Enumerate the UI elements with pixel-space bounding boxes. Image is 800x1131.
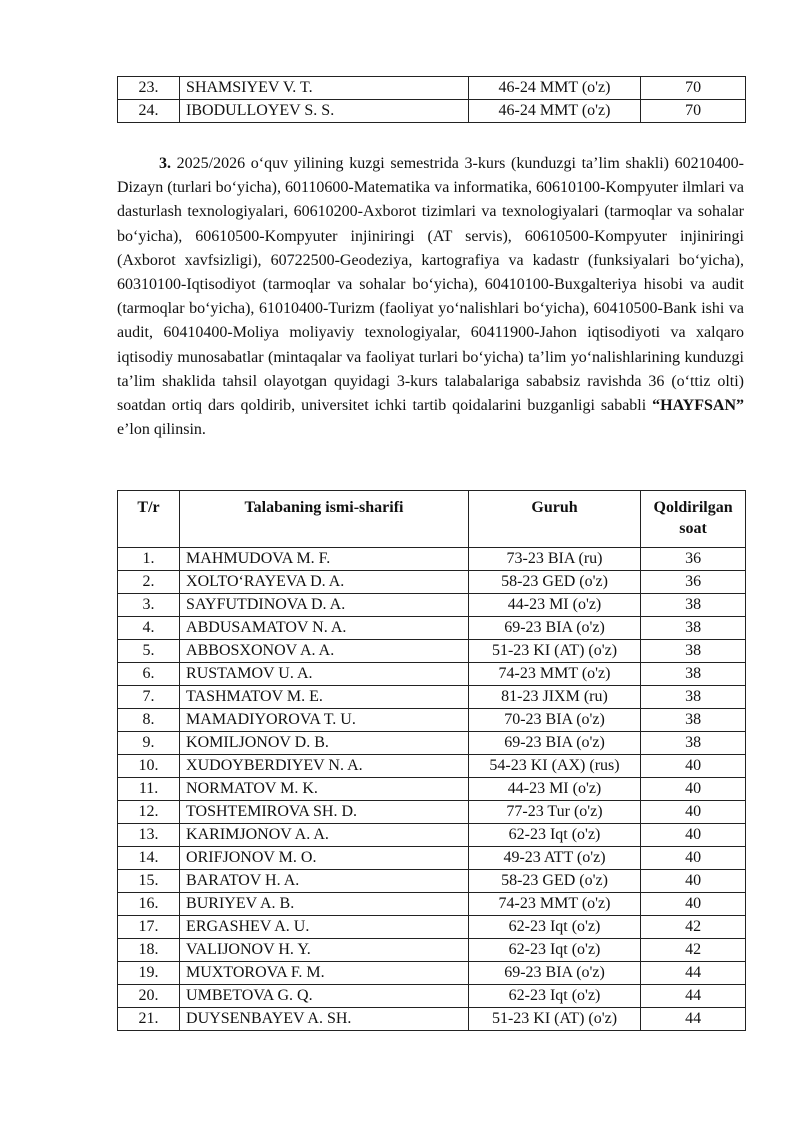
missed-hours: 38 <box>641 732 746 755</box>
row-number: 19. <box>118 962 180 985</box>
missed-hours: 42 <box>641 916 746 939</box>
student-name: ABBOSXONOV A. A. <box>180 640 469 663</box>
student-name: KARIMJONOV A. A. <box>180 824 469 847</box>
missed-hours: 38 <box>641 640 746 663</box>
missed-hours: 44 <box>641 962 746 985</box>
row-number: 15. <box>118 870 180 893</box>
missed-hours: 40 <box>641 801 746 824</box>
missed-hours: 36 <box>641 548 746 571</box>
row-number: 18. <box>118 939 180 962</box>
row-number: 5. <box>118 640 180 663</box>
table-row <box>118 824 746 847</box>
student-name: XUDOYBERDIYEV N. A. <box>180 755 469 778</box>
missed-hours: 70 <box>641 100 746 123</box>
student-group: 81-23 JIXM (ru) <box>468 686 640 709</box>
table-row <box>118 893 746 916</box>
student-name: IBODULLOYEV S. S. <box>180 100 469 123</box>
table-row <box>118 755 746 778</box>
paragraph-emphasis: “HAYFSAN” <box>652 397 744 415</box>
missed-hours: 40 <box>641 847 746 870</box>
row-number: 1. <box>118 548 180 571</box>
table-row <box>118 732 746 755</box>
row-number: 14. <box>118 847 180 870</box>
table-row <box>118 594 746 617</box>
table-row <box>118 100 746 123</box>
table-row <box>118 77 746 100</box>
row-number: 11. <box>118 778 180 801</box>
student-name: UMBETOVA G. Q. <box>180 985 469 1008</box>
student-group: 54-23 KI (AX) (rus) <box>468 755 640 778</box>
decree-paragraph <box>117 152 744 442</box>
table-row <box>118 939 746 962</box>
row-number: 3. <box>118 594 180 617</box>
student-name: SHAMSIYEV V. T. <box>180 77 469 100</box>
student-name: SAYFUTDINOVA D. A. <box>180 594 469 617</box>
missed-hours: 38 <box>641 709 746 732</box>
row-number: 10. <box>118 755 180 778</box>
student-group: 58-23 GED (o'z) <box>468 571 640 594</box>
row-number: 23. <box>118 77 180 100</box>
student-group: 62-23 Iqt (o'z) <box>468 939 640 962</box>
student-name: DUYSENBAYEV A. SH. <box>180 1008 469 1031</box>
student-group: 70-23 BIA (o'z) <box>468 709 640 732</box>
missed-hours: 40 <box>641 778 746 801</box>
student-group: 62-23 Iqt (o'z) <box>468 824 640 847</box>
row-number: 9. <box>118 732 180 755</box>
student-group: 77-23 Tur (o'z) <box>468 801 640 824</box>
student-group: 62-23 Iqt (o'z) <box>468 985 640 1008</box>
row-number: 12. <box>118 801 180 824</box>
student-group: 51-23 KI (AT) (o'z) <box>468 640 640 663</box>
header-number: T/r <box>118 491 180 548</box>
student-group: 73-23 BIA (ru) <box>468 548 640 571</box>
missed-hours: 44 <box>641 1008 746 1031</box>
row-number: 13. <box>118 824 180 847</box>
table-row <box>118 847 746 870</box>
student-group: 62-23 Iqt (o'z) <box>468 916 640 939</box>
missed-hours: 40 <box>641 893 746 916</box>
paragraph-number: 3. <box>159 155 171 172</box>
student-name: TASHMATOV M. E. <box>180 686 469 709</box>
student-group: 69-23 BIA (o'z) <box>468 732 640 755</box>
table-row <box>118 962 746 985</box>
student-group: 44-23 MI (o'z) <box>468 594 640 617</box>
student-name: MUXTOROVA F. M. <box>180 962 469 985</box>
student-name: MAHMUDOVA M. F. <box>180 548 469 571</box>
table-row <box>118 663 746 686</box>
paragraph-tail: e’lon qilinsin. <box>117 421 206 439</box>
table-row <box>118 870 746 893</box>
student-group: 74-23 MMT (o'z) <box>468 893 640 916</box>
student-group: 51-23 KI (AT) (o'z) <box>468 1008 640 1031</box>
missed-hours: 70 <box>641 77 746 100</box>
row-number: 24. <box>118 100 180 123</box>
row-number: 8. <box>118 709 180 732</box>
student-name: ABDUSAMATOV N. A. <box>180 617 469 640</box>
previous-list-table <box>117 76 746 123</box>
row-number: 2. <box>118 571 180 594</box>
student-group: 44-23 MI (o'z) <box>468 778 640 801</box>
table-row <box>118 778 746 801</box>
table-row <box>118 571 746 594</box>
student-group: 46-24 MMT (o'z) <box>468 77 640 100</box>
student-name: ORIFJONOV M. O. <box>180 847 469 870</box>
row-number: 4. <box>118 617 180 640</box>
table-row <box>118 801 746 824</box>
student-name: BARATOV H. A. <box>180 870 469 893</box>
student-name: BURIYEV A. B. <box>180 893 469 916</box>
row-number: 20. <box>118 985 180 1008</box>
student-group: 69-23 BIA (o'z) <box>468 962 640 985</box>
student-name: TOSHTEMIROVA SH. D. <box>180 801 469 824</box>
missed-hours: 40 <box>641 824 746 847</box>
student-name: VALIJONOV H. Y. <box>180 939 469 962</box>
paragraph-text: 2025/2026 o‘quv yilining kuzgi semestrida 3-kurs (kunduzgi ta’lim shakli) 60210400-Dizayn (turlari bo‘yicha), 60110600-Matematika va informatika, 60610100-Kompyuter ilmlari va dasturlash texnologiyalari, 60610200-Axborot tizimlari va texnologiyalari (tarmoqlar va sohalar bo‘yicha), 60610500-Kompyuter injiniringi (AT servis), 60610500-Kompyuter injiniringi (Axborot xavfsizligi), 60722500-Geodeziya, kartografiya va kadastr (funksiyalari bo‘yicha), 60310100-Iqtisodiyot (tarmoqlar va sohalar bo‘yicha), 60410100-Buxgalteriya hisobi va audit (tarmoqlar bo‘yicha), 61010400-Turizm (faoliyat yo‘nalishlari bo‘yicha), 60410500-Bank ishi va audit, 60410400-Moliya moliyaviy texnologiyalar, 60411900-Jahon iqtisodiyoti va xalqaro iqtisodiy munosabatlar (mintaqalar va faoliyat turlari bo‘yicha) ta’lim yo‘nalishlarining kunduzgi ta’lim shaklida tahsil olayotgan quyidagi 3-kurs talabalariga sababsiz ravishda 36 (o‘ttiz olti) soatdan ortiq dars qoldirib, universitet ichki tartib qoidalarini buzganligi sababli <box>117 155 744 415</box>
row-number: 7. <box>118 686 180 709</box>
student-name: XOLTO‘RAYEVA D. A. <box>180 571 469 594</box>
header-name: Talabaning ismi-sharifi <box>180 491 469 548</box>
missed-hours: 44 <box>641 985 746 1008</box>
table-row <box>118 709 746 732</box>
row-number: 16. <box>118 893 180 916</box>
table-row <box>118 617 746 640</box>
table-row <box>118 640 746 663</box>
table-row <box>118 1008 746 1031</box>
student-group: 46-24 MMT (o'z) <box>468 100 640 123</box>
student-name: NORMATOV M. K. <box>180 778 469 801</box>
missed-hours: 38 <box>641 617 746 640</box>
header-group: Guruh <box>468 491 640 548</box>
reprimand-students-table <box>117 490 746 1031</box>
student-group: 49-23 ATT (o'z) <box>468 847 640 870</box>
row-number: 17. <box>118 916 180 939</box>
student-name: MAMADIYOROVA T. U. <box>180 709 469 732</box>
table-row <box>118 916 746 939</box>
missed-hours: 38 <box>641 663 746 686</box>
student-name: RUSTAMOV U. A. <box>180 663 469 686</box>
row-number: 6. <box>118 663 180 686</box>
missed-hours: 38 <box>641 686 746 709</box>
student-group: 74-23 MMT (o'z) <box>468 663 640 686</box>
row-number: 21. <box>118 1008 180 1031</box>
student-name: KOMILJONOV D. B. <box>180 732 469 755</box>
table-row <box>118 686 746 709</box>
student-group: 58-23 GED (o'z) <box>468 870 640 893</box>
table-header-row <box>118 491 746 548</box>
table-row <box>118 985 746 1008</box>
missed-hours: 38 <box>641 594 746 617</box>
missed-hours: 36 <box>641 571 746 594</box>
missed-hours: 40 <box>641 870 746 893</box>
missed-hours: 42 <box>641 939 746 962</box>
student-group: 69-23 BIA (o'z) <box>468 617 640 640</box>
missed-hours: 40 <box>641 755 746 778</box>
table-row <box>118 548 746 571</box>
header-hours: Qoldirilgan soat <box>641 491 746 548</box>
student-name: ERGASHEV A. U. <box>180 916 469 939</box>
